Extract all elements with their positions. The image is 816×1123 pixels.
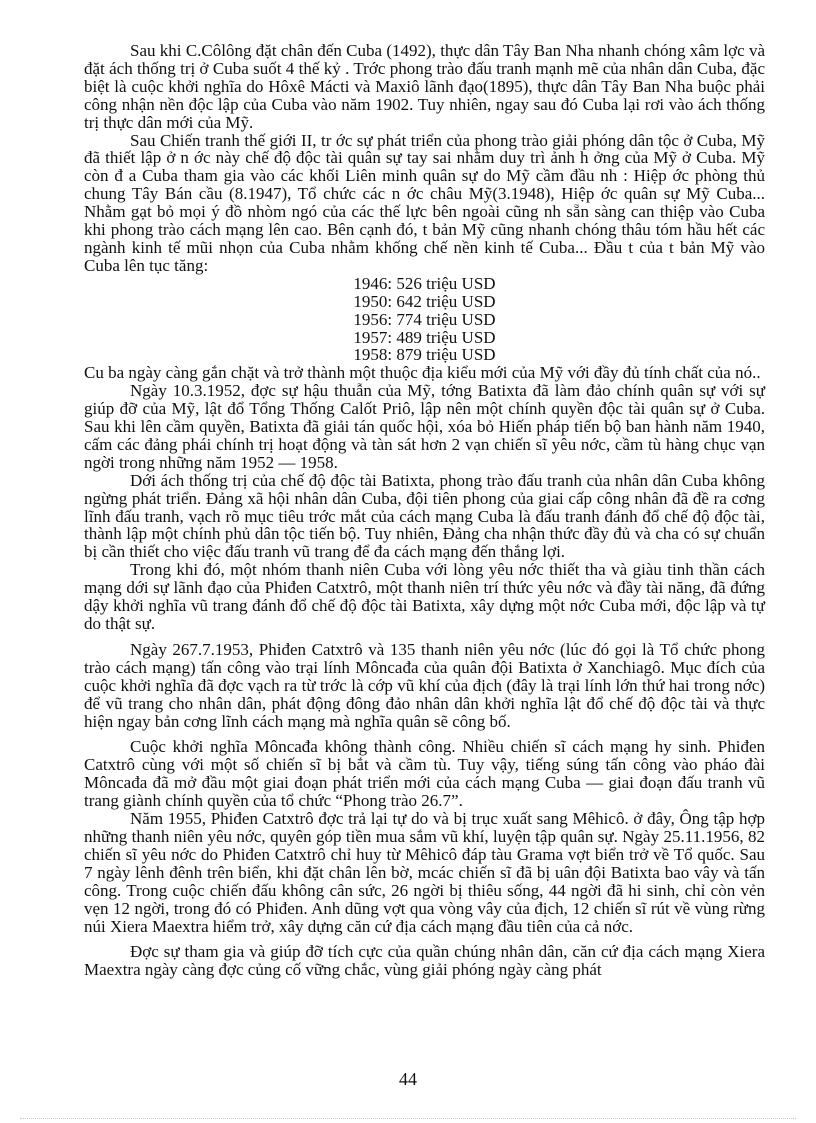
page-number: 44 [399,1069,417,1089]
investment-1946: 1946: 526 triệu USD [353,273,496,293]
investment-1950: 1950: 642 triệu USD [353,291,496,311]
investment-1956: 1956: 774 triệu USD [353,309,496,329]
paragraph-1: Sau khi C.Côlông đặt chân đến Cuba (1492), thực dân Tây Ban Nha nhanh chóng xâm lợc và đặt ách thống trị ở Cuba suốt 4 thế kỷ . Trớc phong trào đấu tranh mạnh mẽ của nhân dân Cuba, đặc biệt là cuộc khởi nghĩa do Hôxê Mácti và Maxiô lãnh đạo(1895), thực dân Tây Ban Nha buộc phải công nhận nền độc lập của Cuba vào năm 1902. Tuy nhiên, ngay sau đó Cuba lại rơi vào ách thống trị thực dân mới của Mỹ. [84,41,765,132]
investment-1957: 1957: 489 triệu USD [353,327,496,347]
paragraph-2: Sau Chiến tranh thế giới II, tr ớc sự phát triển của phong trào giải phóng dân tộc ở Cuba, Mỹ đã thiết lập ở n ớc này chế độ độc tài quân sự tay sai nhằm duy trì ảnh h ởng của Mỹ ở Cuba. Mỹ còn đ a Cuba tham gia vào các khối Liên minh quân sự do Mỹ cầm đầu nh : Hiệp ớc phòng thủ chung Tây Bán cầu (8.1947), Tổ chức các n ớc châu Mỹ(3.1948), Hiệp ớc quân sự Mỹ Cuba... Nhằm gạt bỏ mọi ý đồ nhòm ngó của các thế lực bên ngoài cũng nh sẵn sàng can thiệp vào Cuba khi phong trào cách mạng lên cao. Bên cạnh đó, t bản Mỹ cũng nhanh chóng thâu tóm hầu hết các ngành kinh tế mũi nhọn của Cuba nhằm khống chế nền kinh tế Cuba... Đầu t của t bản Mỹ vào Cuba lên tục tăng: [84,130,765,275]
page-bottom-divider [20,1118,796,1119]
paragraph-4: Ngày 10.3.1952, đợc sự hậu thuẫn của Mỹ, tớng Batixta đã làm đảo chính quân sự với sự giúp đỡ của Mỹ, lật đổ Tổng Thống Calốt Priô, lập nên một chính quyền độc tài quân sự ở Cuba. Sau khi lên cầm quyền, Batixta đã giải tán quốc hội, xóa bỏ Hiến pháp tiến bộ ban hành năm 1940, cấm các đảng phái chính trị hoạt động và tàn sát hơn 2 vạn chiến sĩ yêu nớc, cầm tù hàng chục vạn ngời trong những năm 1952 — 1958. [84,381,765,472]
body-text [84,42,765,979]
paragraph-6: Trong khi đó, một nhóm thanh niên Cuba với lòng yêu nớc thiết tha và giàu tinh thần cách mạng dới sự lãnh đạo của Phiđen Catxtrô, một thanh niên trí thức yêu nớc và đầy tài năng, đã đứng dậy khởi nghĩa vũ trang đánh đổ chế độ độc tài Batixta, xây dựng một nớc Cuba mới, độc lập và tự do thật sự. [84,560,765,633]
investment-1958: 1958: 879 triệu USD [353,345,496,365]
paragraph-9: Năm 1955, Phiđen Catxtrô đợc trả lại tự do và bị trục xuất sang Mêhicô. ở đây, Ông tập hợp những thanh niên yêu nớc, quyên góp tiền mua sắm vũ khí, luyện tập quân sự. Ngày 25.11.1956, 82 chiến sĩ yêu nớc do Phiđen Catxtrô chỉ huy từ Mêhicô đáp tàu Grama vợt biển trở về Tổ quốc. Sau 7 ngày lênh đênh trên biển, khi đặt chân lên bờ, mcác chiến sĩ đã bị uân đội Batixta bao vây và tấn công. Trong cuộc chiến đấu không cân sức, 26 ngời bị thiêu sống, 44 ngời đã hi sinh, chỉ còn vẻn vẹn 12 ngời, trong đó có Phiđen. Anh dũng vợt qua vòng vây của địch, 12 chiến sĩ rút về vùng rừng núi Xiera Maextra hiểm trở, xây dựng căn cứ địa cách mạng đầu tiên của cả nớc. [84,809,765,936]
paragraph-3: Cu ba ngày càng gắn chặt và trở thành một thuộc địa kiểu mới của Mỹ với đầy đủ tính chất của nó.. [84,363,761,383]
paragraph-10: Đợc sự tham gia và giúp đỡ tích cực của quần chúng nhân dân, căn cứ địa cách mạng Xiera Maextra ngày càng đợc củng cố vững chắc, vùng giải phóng ngày càng phát [84,942,765,980]
paragraph-5: Dới ách thống trị của chế độ độc tài Batixta, phong trào đấu tranh của nhân dân Cuba không ngừng phát triển. Đảng xã hội nhân dân Cuba, đội tiên phong của giai cấp công nhân đã đề ra cơng lĩnh đấu tranh, vạch rõ mục tiêu trớc mắt của cách mạng Cuba là đấu tranh đánh đổ chế độ độc tài, thành lập một chính phủ dân tộc tiến bộ. Tuy nhiên, Đảng cha nhận thức đầy đủ và cha có sự chuẩn bị cần thiết cho việc đấu tranh vũ trang để đa cách mạng đến thắng lợi. [84,470,765,562]
investment-list [84,275,765,365]
paragraph-7: Ngày 267.7.1953, Phiđen Catxtrô và 135 thanh niên yêu nớc (lúc đó gọi là Tổ chức phong trào cách mạng) tấn công vào trại lính Môncađa của quân đội Batixta ở Xanchiagô. Mục đích của cuộc khởi nghĩa đã đợc vạch ra từ trớc là cớp vũ khí của địch (đây là trại lính lớn thứ hai trong nớc) để vũ trang cho nhân dân, phát động đông đảo nhân dân khởi nghĩa lật đổ chế độ độc tài và thực hiện ngay bản cơng lĩnh cách mạng mà nghĩa quân sẽ công bố. [84,639,765,731]
paragraph-8: Cuộc khởi nghĩa Môncađa không thành công. Nhiều chiến sĩ cách mạng hy sinh. Phiđen Catxtrô cùng với một số chiến sĩ bị bắt và cầm tù. Tuy vậy, tiếng súng tấn công vào pháo đài Môncađa đã mở đầu một giai đoạn phát triển mới của cách mạng Cuba — giai đoạn đấu tranh vũ trang giành chính quyền của tổ chức “Phong trào 26.7”. [84,737,765,811]
